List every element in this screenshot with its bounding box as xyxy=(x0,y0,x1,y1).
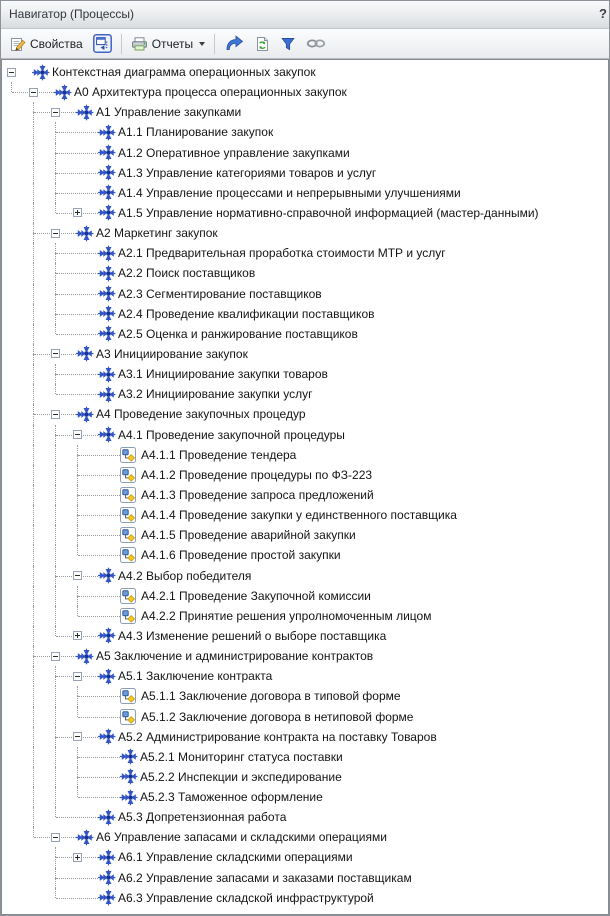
tree-guide-line xyxy=(55,807,56,817)
tree-guide-line xyxy=(78,757,120,758)
tree-item-label: A2.5 Оценка и ранжирование поставщиков xyxy=(118,326,358,341)
expand-toggle-minus[interactable] xyxy=(51,229,60,238)
expand-toggle-plus[interactable] xyxy=(73,208,82,217)
tree-guide-line xyxy=(55,324,56,334)
tree-guide-line xyxy=(55,525,56,545)
tree-guide-line xyxy=(55,314,56,324)
tree-guide-line xyxy=(56,374,98,375)
tree-guide-line xyxy=(33,485,34,505)
tree-guide-line xyxy=(77,757,78,767)
expand-toggle-minus[interactable] xyxy=(73,732,82,741)
tree-guide-line xyxy=(55,132,56,142)
tree-guide-line xyxy=(78,455,120,456)
tree-guide-line xyxy=(33,445,34,465)
tree-guide-line xyxy=(55,586,56,606)
tree-guide-line xyxy=(33,727,34,747)
tree-row[interactable] xyxy=(2,384,608,404)
tree-item-label: A1.2 Оперативное управление закупками xyxy=(118,145,350,160)
tree-row[interactable] xyxy=(2,143,608,163)
expand-toggle-minus[interactable] xyxy=(73,430,82,439)
tree-row[interactable] xyxy=(2,767,608,787)
tree-item-label: A5.3 Допретензионная работа xyxy=(118,810,287,825)
tree-guide-line xyxy=(56,132,98,133)
procedure-icon xyxy=(120,588,136,609)
tree-guide-line xyxy=(33,646,34,656)
tree-guide-line xyxy=(77,495,78,505)
process-icon xyxy=(76,345,94,367)
expand-toggle-minus[interactable] xyxy=(73,571,82,580)
tree-guide-line xyxy=(33,425,34,445)
tree-row[interactable] xyxy=(2,807,608,827)
tree-item-label: A5.2.2 Инспекции и экспедирование xyxy=(140,769,342,784)
procedure-icon xyxy=(120,527,136,548)
tree-guide-line xyxy=(33,606,34,626)
tree-item-label: A1.5 Управление нормативно-справочной информацией (мастер-данными) xyxy=(118,205,539,220)
tree-item-label: A2 Маркетинг закупок xyxy=(96,226,218,241)
tree-guide-line xyxy=(33,364,34,384)
tree-guide-line xyxy=(33,505,34,525)
tree-guide-line xyxy=(77,505,78,515)
tree-row[interactable] xyxy=(2,304,608,324)
tree-item-label: A5.1 Заключение контракта xyxy=(118,669,273,684)
tree-guide-line xyxy=(33,666,34,686)
tree-row[interactable] xyxy=(2,324,608,344)
process-icon xyxy=(120,768,138,790)
chevron-down-icon xyxy=(199,42,205,46)
tree-item-label: A6 Управление запасами и складскими операциями xyxy=(96,830,387,845)
process-icon xyxy=(98,849,116,871)
tree-row[interactable] xyxy=(2,586,608,606)
tree-guide-line xyxy=(55,737,56,747)
tree-row[interactable] xyxy=(2,284,608,304)
filter-icon xyxy=(280,36,296,52)
tree-guide-line xyxy=(33,384,34,404)
tree-row[interactable] xyxy=(2,747,608,767)
tree-guide-line xyxy=(77,767,78,777)
process-icon xyxy=(98,285,116,307)
tree-row[interactable] xyxy=(2,686,608,706)
tree-item-label: A4.1.6 Проведение простой закупки xyxy=(141,548,341,563)
tree-guide-line xyxy=(56,193,98,194)
tree-guide-line xyxy=(33,143,34,163)
tree-guide-line xyxy=(33,324,34,344)
expand-toggle-minus[interactable] xyxy=(29,88,38,97)
tree-guide-line xyxy=(78,515,120,516)
tree-item-label: A6.1 Управление складскими операциями xyxy=(118,850,353,865)
tree-guide-line xyxy=(33,827,34,837)
process-icon xyxy=(98,245,116,267)
tree-guide-line xyxy=(55,566,56,576)
tree-guide-line xyxy=(77,586,78,596)
tree-guide-line xyxy=(33,626,34,646)
tree-guide-line xyxy=(33,263,34,283)
tree-guide-line xyxy=(55,263,56,273)
tree-guide-line xyxy=(78,555,120,556)
tree-guide-line xyxy=(33,566,34,586)
tree-item-label: A5.2 Администрирование контракта на поставку Товаров xyxy=(118,729,437,744)
process-icon xyxy=(98,265,116,287)
tree-guide-line xyxy=(33,707,34,727)
expand-toggle-plus[interactable] xyxy=(73,631,82,640)
tree-row[interactable] xyxy=(2,827,608,847)
tree-row[interactable] xyxy=(2,888,608,908)
toolbar-separator xyxy=(121,34,122,54)
tree-row[interactable] xyxy=(2,505,608,525)
tree-row[interactable] xyxy=(2,787,608,807)
tree-guide-line xyxy=(33,112,34,122)
process-icon xyxy=(98,366,116,388)
tree-guide-line xyxy=(33,304,34,324)
procedure-icon xyxy=(120,507,136,528)
tree-guide-line xyxy=(56,817,98,818)
tree-guide-line xyxy=(78,717,120,718)
process-icon xyxy=(98,124,116,146)
tree-guide-line xyxy=(77,707,78,717)
tree-guide-line xyxy=(55,868,56,878)
tree-row[interactable] xyxy=(2,223,608,243)
tree-guide-line xyxy=(55,676,56,686)
procedure-icon xyxy=(120,487,136,508)
printer-icon xyxy=(131,36,148,52)
tree-guide-line xyxy=(55,284,56,294)
tree-guide-line xyxy=(55,686,56,706)
tree-guide-line xyxy=(56,153,98,154)
tree-guide-line xyxy=(77,485,78,495)
goto-arrow-icon xyxy=(224,35,244,52)
tree-guide-line xyxy=(11,82,12,92)
tree-item-label: A4 Проведение закупочных процедур xyxy=(96,407,306,422)
tree-guide-line xyxy=(55,143,56,153)
tree-guide-line xyxy=(55,857,56,867)
tree-row[interactable] xyxy=(2,163,608,183)
tree-guide-line xyxy=(33,284,34,304)
tree-guide-line xyxy=(33,545,34,565)
tree-guide-line xyxy=(78,797,120,798)
tree-guide-line xyxy=(55,193,56,203)
tree-guide-line xyxy=(33,787,34,807)
tree-guide-line xyxy=(33,243,34,263)
tree-guide-line xyxy=(55,203,56,213)
process-icon xyxy=(76,829,94,851)
process-icon xyxy=(98,728,116,750)
panel-title: Навигатор (Процессы) xyxy=(9,7,134,21)
expand-toggle-minus[interactable] xyxy=(51,410,60,419)
tree-row[interactable] xyxy=(2,62,608,82)
tree-row[interactable] xyxy=(2,344,608,364)
process-icon xyxy=(76,648,94,670)
tree-guide-line xyxy=(55,243,56,253)
tree-item-label: A4.2.2 Принятие решения упролномоченным лицом xyxy=(141,608,432,623)
tree-guide-line xyxy=(33,223,34,233)
tree-item-label: A5.1.1 Заключение договора в типовой форме xyxy=(141,689,401,704)
tree-item-label: A4.1.5 Проведение аварийной закупки xyxy=(141,528,356,543)
tree-guide-line xyxy=(55,847,56,857)
tree-guide-line xyxy=(77,606,78,616)
tree-item-label: A5.2.1 Мониторинг статуса поставки xyxy=(140,749,343,764)
expand-toggle-minus[interactable] xyxy=(51,652,60,661)
tree-row[interactable] xyxy=(2,102,608,122)
tree-guide-line xyxy=(77,445,78,455)
tree-item-label: A3.2 Инициирование закупки услуг xyxy=(118,387,313,402)
goto-button[interactable] xyxy=(219,32,249,55)
tree-guide-line xyxy=(33,354,34,364)
expand-toggle-minus[interactable] xyxy=(51,349,60,358)
expand-toggle-minus[interactable] xyxy=(73,672,82,681)
tree-guide-line xyxy=(55,878,56,888)
tree-guide-line xyxy=(55,505,56,525)
link-button[interactable] xyxy=(301,34,331,53)
tree-item-label: A2.4 Проведение квалификации поставщиков xyxy=(118,306,375,321)
refresh-icon xyxy=(254,36,270,52)
tree-guide-line xyxy=(77,545,78,555)
link-icon xyxy=(306,37,326,50)
tree-guide-line xyxy=(78,616,120,617)
tree-row[interactable] xyxy=(2,203,608,223)
tree-item-label: A6.2 Управление запасами и заказами поставщикам xyxy=(118,870,412,885)
tree-row[interactable] xyxy=(2,263,608,283)
tree-guide-line xyxy=(56,314,98,315)
tree-row[interactable] xyxy=(2,545,608,565)
tree-item-label: A5 Заключение и администрирование контрактов xyxy=(96,649,374,664)
properties-label: Свойства xyxy=(30,36,83,51)
tree-guide-line xyxy=(56,394,98,395)
tree-guide-line xyxy=(55,485,56,505)
tree-item-label: A6.3 Управление складской инфраструктурой xyxy=(118,890,374,905)
tree-guide-line xyxy=(56,294,98,295)
tree-row[interactable] xyxy=(2,525,608,545)
tree-row[interactable] xyxy=(2,606,608,626)
tree-guide-line xyxy=(33,525,34,545)
tree-guide-line xyxy=(56,273,98,274)
tree-item-label: A4.1.4 Проведение закупки у единственного поставщика xyxy=(141,508,457,523)
tree-item-label: A1.3 Управление категориями товаров и услуг xyxy=(118,165,377,180)
process-tree[interactable] xyxy=(1,59,609,915)
tree-guide-line xyxy=(55,294,56,304)
process-icon xyxy=(98,305,116,327)
help-icon[interactable]: ? xyxy=(599,6,607,21)
toolbar xyxy=(1,29,609,59)
tree-guide-line xyxy=(77,465,78,475)
procedure-icon xyxy=(120,447,136,468)
tree-row[interactable] xyxy=(2,445,608,465)
tree-guide-line xyxy=(33,163,34,183)
tree-guide-line xyxy=(78,535,120,536)
refresh-button[interactable] xyxy=(249,33,275,55)
tree-guide-line xyxy=(33,586,34,606)
properties-button[interactable] xyxy=(5,33,88,55)
tree-guide-line xyxy=(55,435,56,445)
tree-row[interactable] xyxy=(2,82,608,102)
tree-guide-line xyxy=(77,696,78,706)
tree-guide-line xyxy=(56,253,98,254)
process-icon xyxy=(98,164,116,186)
tree-guide-line xyxy=(33,747,34,767)
tree-guide-line xyxy=(55,626,56,636)
tree-item-label: A4.2.1 Проведение Закупочной комиссии xyxy=(141,588,371,603)
tree-row[interactable] xyxy=(2,465,608,485)
tree-guide-line xyxy=(55,747,56,767)
tree-item-label: A1 Управление закупками xyxy=(96,105,242,120)
edit-icon xyxy=(10,36,26,52)
tree-row[interactable] xyxy=(2,707,608,727)
tree-row[interactable] xyxy=(2,868,608,888)
process-icon xyxy=(98,869,116,891)
tree-guide-line xyxy=(55,606,56,626)
tree-item-label: A4.1.3 Проведение запроса предложений xyxy=(141,487,374,502)
tree-guide-line xyxy=(55,576,56,586)
tree-guide-line xyxy=(77,596,78,606)
tree-guide-line xyxy=(55,122,56,132)
tree-guide-line xyxy=(78,495,120,496)
tree-guide-line xyxy=(55,163,56,173)
diagram-icon xyxy=(93,34,112,53)
tree-guide-line xyxy=(78,475,120,476)
tree-item-label: A3.1 Инициирование закупки товаров xyxy=(118,367,328,382)
tree-guide-line xyxy=(77,525,78,535)
tree-guide-line xyxy=(33,767,34,787)
tree-guide-line xyxy=(77,777,78,787)
tree-row[interactable] xyxy=(2,183,608,203)
tree-guide-line xyxy=(56,898,98,899)
tree-guide-line xyxy=(33,203,34,223)
tree-guide-line xyxy=(55,253,56,263)
tree-guide-line xyxy=(33,122,34,142)
tree-guide-line xyxy=(33,686,34,706)
process-icon xyxy=(98,567,116,589)
tree-item-label: A4.3 Изменение решений о выборе поставщика xyxy=(118,628,387,643)
panel-title-bar xyxy=(1,1,609,29)
tree-guide-line xyxy=(33,233,34,243)
reports-button[interactable] xyxy=(126,33,210,55)
tree-guide-line xyxy=(78,596,120,597)
tree-row[interactable] xyxy=(2,404,608,424)
tree-guide-line xyxy=(55,304,56,314)
tree-item-label: A4.2 Выбор победителя xyxy=(118,568,252,583)
tree-guide-line xyxy=(33,404,34,414)
tree-item-label: A2.1 Предварительная проработка стоимости МТР и услуг xyxy=(118,246,446,261)
toolbar-separator xyxy=(214,34,215,54)
tree-guide-line xyxy=(77,455,78,465)
tree-guide-line xyxy=(55,445,56,465)
expand-toggle-minus[interactable] xyxy=(7,68,16,77)
tree-guide-line xyxy=(55,666,56,676)
open-diagram-button[interactable] xyxy=(88,31,117,56)
procedure-icon xyxy=(120,467,136,488)
process-icon xyxy=(120,748,138,770)
tree-guide-line xyxy=(77,686,78,696)
tree-guide-line xyxy=(55,767,56,787)
tree-item-label: A3 Инициирование закупок xyxy=(96,346,248,361)
tree-guide-line xyxy=(78,777,120,778)
tree-guide-line xyxy=(33,183,34,203)
tree-guide-line xyxy=(56,878,98,879)
tree-row[interactable] xyxy=(2,646,608,666)
tree-item-label: A4.1.1 Проведение тендера xyxy=(141,447,297,462)
process-icon xyxy=(76,406,94,428)
tree-row[interactable] xyxy=(2,485,608,505)
tree-guide-line xyxy=(56,334,98,335)
tree-guide-line xyxy=(55,425,56,435)
tree-item-label: A0 Архитектура процесса операционных закупок xyxy=(74,85,347,100)
tree-guide-line xyxy=(55,727,56,737)
tree-item-label: A4.1 Проведение закупочной процедуры xyxy=(118,427,345,442)
tree-guide-line xyxy=(55,465,56,485)
tree-guide-line xyxy=(55,173,56,183)
tree-guide-line xyxy=(77,475,78,485)
tree-guide-line xyxy=(77,787,78,797)
tree-guide-line xyxy=(55,273,56,283)
tree-item-label: A4.1.2 Проведение процедуры по ФЗ-223 xyxy=(141,467,373,482)
tree-row[interactable] xyxy=(2,626,608,646)
tree-guide-line xyxy=(55,384,56,394)
tree-guide-line xyxy=(55,888,56,898)
tree-guide-line xyxy=(56,173,98,174)
process-icon xyxy=(32,64,50,86)
filter-button[interactable] xyxy=(275,33,301,55)
tree-guide-line xyxy=(77,515,78,525)
tree-item-label: A2.2 Поиск поставщиков xyxy=(118,266,256,281)
expand-toggle-minus[interactable] xyxy=(51,108,60,117)
tree-guide-line xyxy=(55,707,56,727)
tree-item-label: A5.2.3 Таможенное оформление xyxy=(140,790,323,805)
tree-item-label: Контекстная диаграмма операционных закупок xyxy=(52,65,316,79)
tree-guide-line xyxy=(55,153,56,163)
tree-guide-line xyxy=(55,545,56,565)
process-icon xyxy=(98,889,116,911)
process-icon xyxy=(98,426,116,448)
tree-guide-line xyxy=(55,374,56,384)
process-icon xyxy=(54,84,72,106)
tree-guide-line xyxy=(33,344,34,354)
tree-guide-line xyxy=(55,787,56,807)
tree-guide-line xyxy=(33,102,34,112)
expand-toggle-minus[interactable] xyxy=(51,833,60,842)
process-icon xyxy=(76,225,94,247)
reports-label: Отчеты xyxy=(151,36,194,51)
process-icon xyxy=(98,184,116,206)
tree-row[interactable] xyxy=(2,566,608,586)
tree-guide-line xyxy=(55,183,56,193)
tree-row[interactable] xyxy=(2,727,608,747)
tree-item-label: A2.3 Сегментирование поставщиков xyxy=(118,286,322,301)
tree-guide-line xyxy=(33,414,34,424)
process-icon xyxy=(98,144,116,166)
process-icon xyxy=(98,668,116,690)
tree-guide-line xyxy=(55,364,56,374)
tree-guide-line xyxy=(33,807,34,827)
tree-guide-line xyxy=(78,696,120,697)
procedure-icon xyxy=(120,688,136,709)
process-icon xyxy=(76,104,94,126)
tree-guide-line xyxy=(33,465,34,485)
tree-guide-line xyxy=(33,656,34,666)
tree-item-label: A1.1 Планирование закупок xyxy=(118,125,274,140)
tree-item-label: A5.1.2 Заключение договора в нетиповой форме xyxy=(141,709,414,724)
tree-guide-line xyxy=(77,535,78,545)
tree-guide-line xyxy=(77,747,78,757)
tree-item-label: A1.4 Управление процессами и непрерывными улучшениями xyxy=(118,185,461,200)
expand-toggle-plus[interactable] xyxy=(73,853,82,862)
